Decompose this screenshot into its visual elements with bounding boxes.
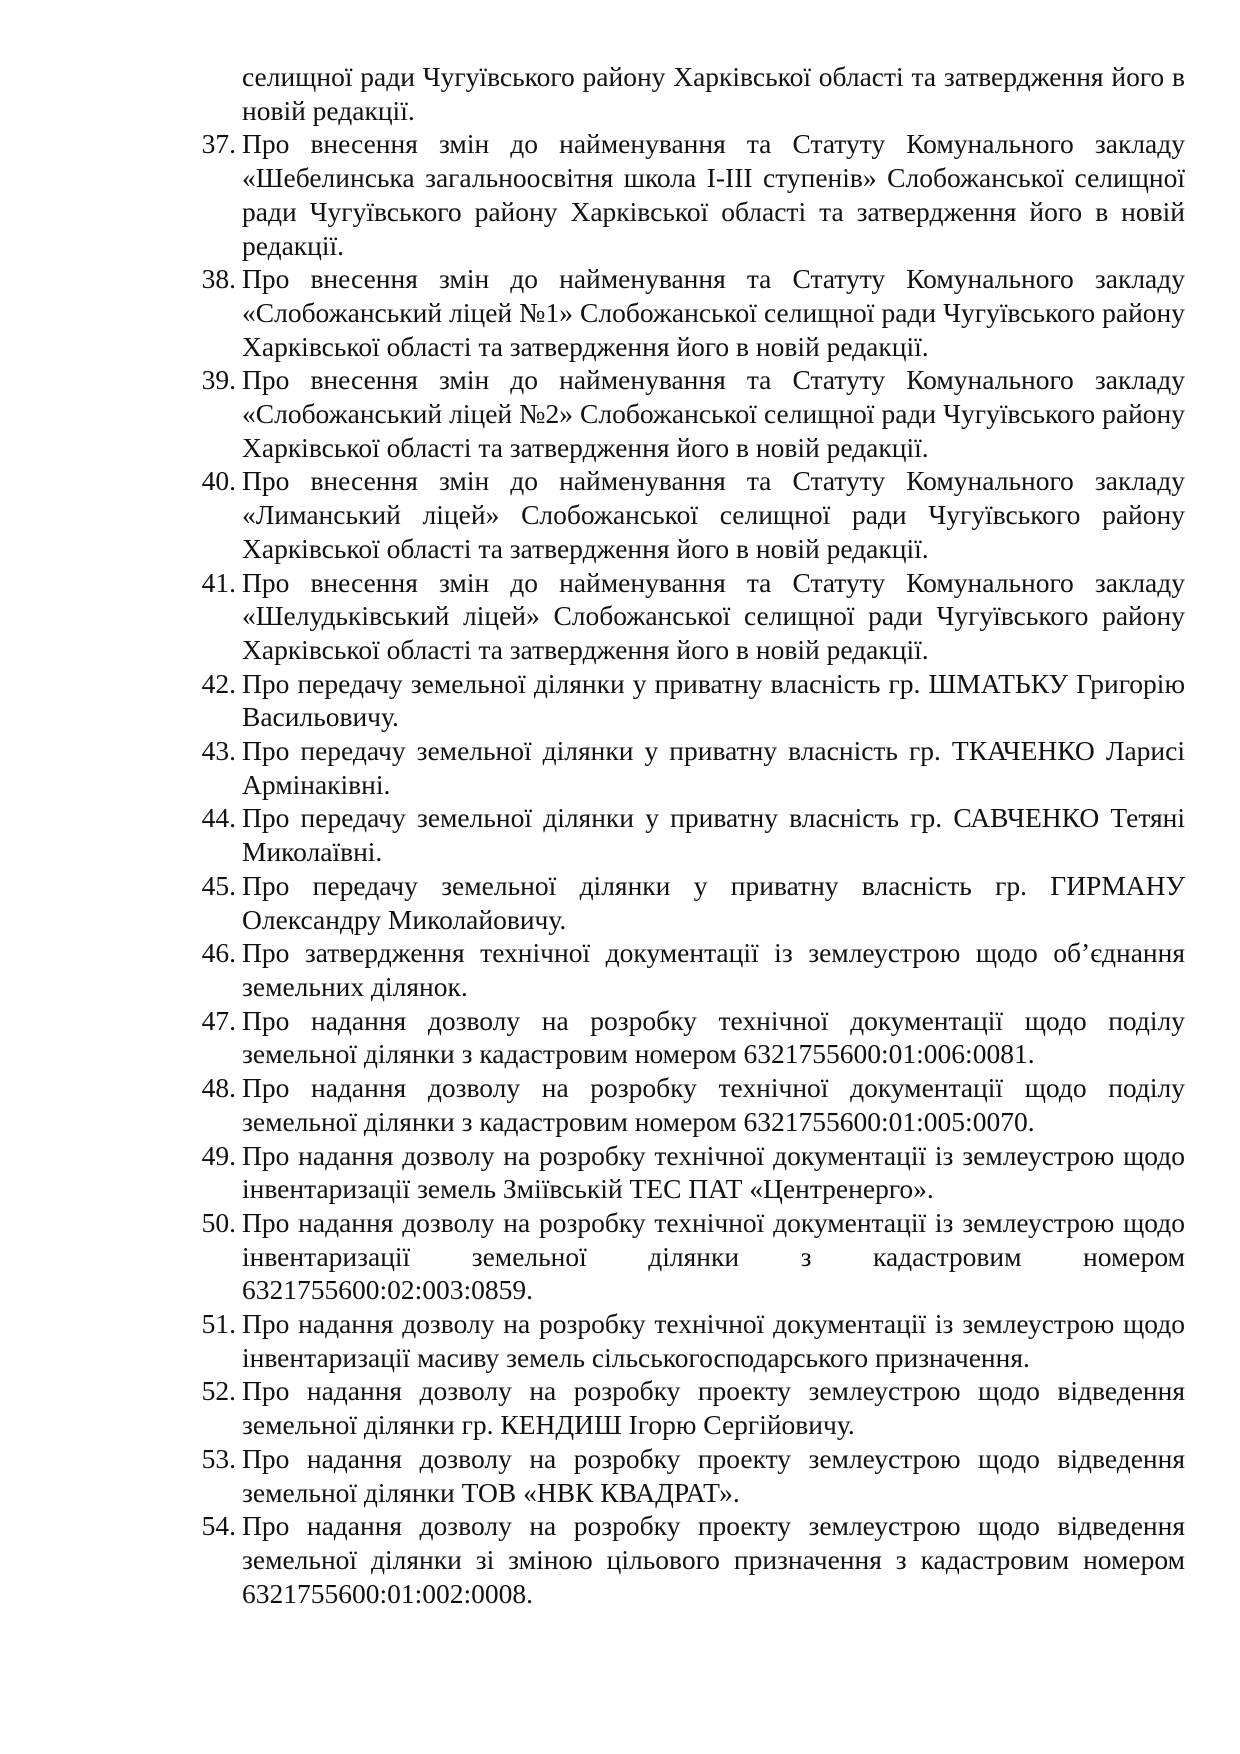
item-text: Про надання дозволу на розробку проекту землеустрою щодо відведення земельної ділянки зі зміною цільового призначення з кадастровим номером 6321755600:01:002:0008. — [242, 1510, 1185, 1609]
item-number: 37. — [201, 128, 236, 160]
item-number: 49. — [201, 1139, 236, 1171]
item-number: 51. — [201, 1308, 236, 1340]
item-text: Про передачу земельної ділянки у приватну власність гр. ГИРМАНУ Олександру Миколайовичу. — [242, 869, 1185, 935]
list-item — [195, 262, 1185, 363]
item-number: 41. — [201, 566, 236, 598]
item-text: Про передачу земельної ділянки у приватну власність гр. САВЧЕНКО Тетяні Миколаївні. — [242, 802, 1185, 868]
item-text: Про внесення змін до найменування та Статуту Комунального закладу «Слобожанський ліцей №1» Слобожанської селищної ради Чугуївського району Харківської області та затвердження його в новій редакції. — [242, 263, 1185, 362]
list-item — [195, 1442, 1185, 1509]
item-text: селищної ради Чугуївського району Харківської області та затвердження його в новій редакції. — [242, 61, 1185, 126]
item-text: Про передачу земельної ділянки у приватну власність гр. ШМАТЬКУ Григорію Васильовичу. — [242, 667, 1185, 733]
item-number: 48. — [201, 1072, 236, 1104]
item-number: 43. — [201, 735, 236, 767]
item-number: 38. — [201, 263, 236, 295]
item-text: Про внесення змін до найменування та Статуту Комунального закладу «Шелудьківський ліцей» Слобожанської селищної ради Чугуївського району Харківської області та затвердження його в новій редакції. — [242, 566, 1185, 665]
item-text: Про внесення змін до найменування та Статуту Комунального закладу «Слобожанський ліцей №2» Слобожанської селищної ради Чугуївського району Харківської області та затвердження його в новій редакції. — [242, 364, 1185, 463]
list-item — [195, 734, 1185, 801]
list-item — [195, 1071, 1185, 1138]
list-item — [195, 1509, 1185, 1610]
item-text: Про надання дозволу на розробку технічної документації із землеустрою щодо інвентаризації земель Зміївській ТЕС ПАТ «Центренерго». — [242, 1139, 1185, 1205]
list-item — [195, 1004, 1185, 1071]
item-text: Про затвердження технічної документації із землеустрою щодо об’єднання земельних ділянок. — [242, 937, 1185, 1002]
item-text: Про передачу земельної ділянки у приватну власність гр. ТКАЧЕНКО Ларисі Армінаківні. — [242, 735, 1185, 800]
item-number: 47. — [201, 1004, 236, 1036]
item-text: Про надання дозволу на розробку технічної документації із землеустрою щодо інвентаризації земельної ділянки з кадастровим номером 6321755600:02:003:0859. — [242, 1206, 1185, 1306]
item-text: Про внесення змін до найменування та Статуту Комунального закладу «Лиманський ліцей» Слобожанської селищної ради Чугуївського району Харківської області та затвердження його в новій редакції. — [242, 465, 1185, 564]
list-item — [195, 566, 1185, 667]
item-text: Про надання дозволу на розробку технічної документації із землеустрою щодо інвентаризації масиву земель сільськогосподарського призначення. — [242, 1308, 1185, 1373]
item-number: 54. — [201, 1510, 236, 1542]
item-number: 40. — [201, 465, 236, 497]
list-item — [195, 869, 1185, 936]
item-number: 46. — [201, 937, 236, 969]
list-item — [195, 127, 1185, 262]
item-number: 39. — [201, 364, 236, 396]
item-number: 44. — [201, 802, 236, 834]
item-text: Про надання дозволу на розробку технічної документації щодо поділу земельної ділянки з кадастровим номером 6321755600:01:005:0070. — [242, 1072, 1185, 1137]
item-text: Про надання дозволу на розробку проекту землеустрою щодо відведення земельної ділянки гр. КЕНДИШ Ігорю Сергійовичу. — [242, 1375, 1185, 1441]
list-item — [195, 363, 1185, 464]
item-number: 45. — [201, 869, 236, 901]
list-item — [195, 464, 1185, 565]
item-number: 50. — [201, 1206, 236, 1238]
list-item — [195, 1206, 1185, 1307]
agenda-list — [195, 60, 1185, 1610]
item-number: 42. — [201, 667, 236, 699]
list-item — [195, 667, 1185, 734]
item-text: Про надання дозволу на розробку проекту землеустрою щодо відведення земельної ділянки ТОВ «НВК КВАДРАТ». — [242, 1442, 1185, 1508]
list-item — [195, 1139, 1185, 1206]
list-item — [195, 936, 1185, 1003]
item-number: 52. — [201, 1375, 236, 1407]
item-text: Про внесення змін до найменування та Статуту Комунального закладу «Шебелинська загальноосвітня школа І-ІІІ ступенів» Слобожанської селищної ради Чугуївського району Харківської області та затвердження його в новій редакції. — [242, 128, 1185, 261]
item-number: 53. — [201, 1442, 236, 1474]
item-text: Про надання дозволу на розробку технічної документації щодо поділу земельної ділянки з кадастровим номером 6321755600:01:006:0081. — [242, 1004, 1185, 1070]
list-item — [195, 801, 1185, 868]
list-item — [195, 1307, 1185, 1374]
list-item-continuation — [195, 60, 1185, 127]
list-item — [195, 1374, 1185, 1441]
